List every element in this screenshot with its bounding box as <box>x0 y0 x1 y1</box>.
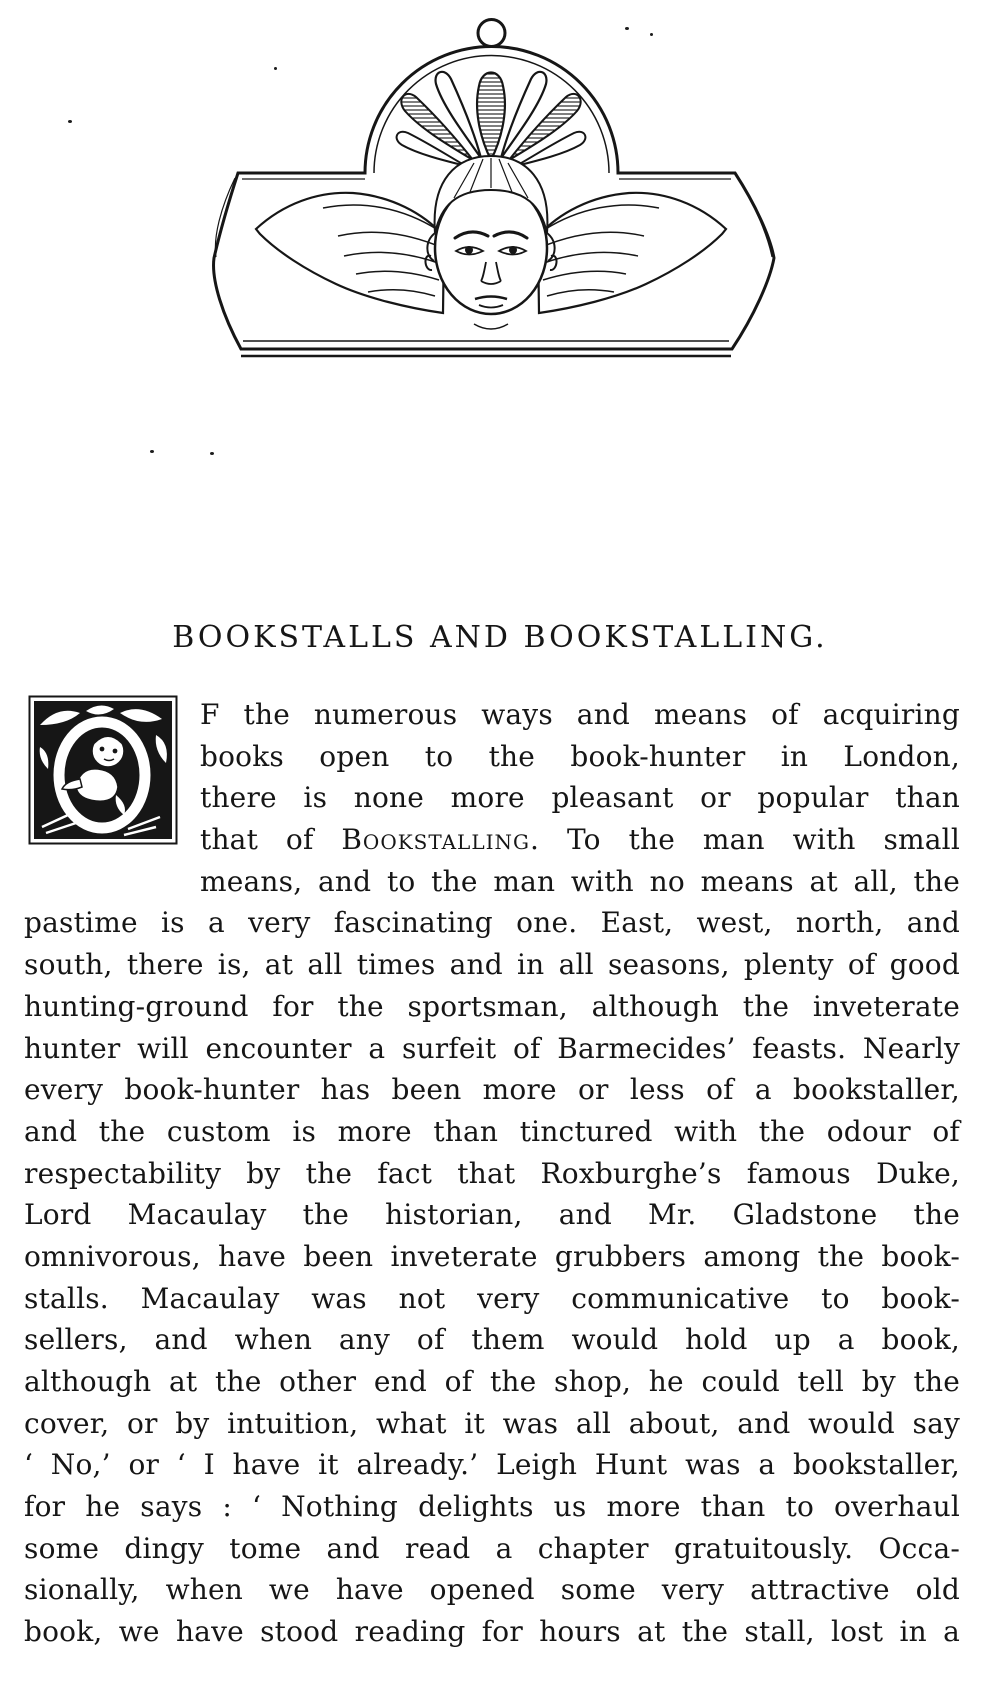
text-line <box>24 1278 960 1320</box>
line-segment: there is none more pleasant or popular than <box>200 781 960 815</box>
line-segment: sellers, and when any of them would hold up a book, <box>24 1323 960 1357</box>
text-line <box>24 902 960 944</box>
line-segment: cover, or by intuition, what it was all about, and would say <box>24 1406 960 1440</box>
line-segment: south, there is, at all times and in all seasons, plenty of good <box>24 948 960 982</box>
line-segment: F the numerous ways and means of acquiring <box>200 698 960 731</box>
line-segment: some dingy tome and read a chapter gratuitously. Occa- <box>24 1531 960 1565</box>
text-line <box>24 1028 960 1070</box>
line-segment: books open to the book-hunter in London, <box>200 739 960 773</box>
text-line <box>200 736 960 778</box>
text-line <box>24 1194 960 1236</box>
scan-speck <box>274 67 277 70</box>
text-line <box>200 694 960 736</box>
text-line <box>24 1403 960 1445</box>
text-line <box>24 1569 960 1611</box>
scan-speck <box>625 27 629 30</box>
line-segment: for he says : ‘ Nothing delights us more than to overhaul <box>24 1490 960 1524</box>
line-segment: sionally, when we have opened some very attractive old <box>24 1573 960 1607</box>
text-line <box>24 1236 960 1278</box>
line-segment: Lord Macaulay the historian, and Mr. Gladstone the <box>24 1198 960 1232</box>
text-line <box>24 1361 960 1403</box>
text-line <box>24 1153 960 1195</box>
scan-speck <box>650 33 653 36</box>
text-line <box>24 944 960 986</box>
paragraph-text <box>24 694 960 1653</box>
text-line <box>24 1069 960 1111</box>
line-segment: book, we have stood reading for hours at the stall, lost in a <box>24 1615 960 1649</box>
text-line <box>200 861 960 903</box>
text-line <box>24 1111 960 1153</box>
scan-speck <box>210 452 214 455</box>
knob-finial <box>478 20 505 47</box>
text-line <box>200 819 960 861</box>
text-line <box>24 1528 960 1570</box>
scan-speck <box>68 120 72 123</box>
text-line <box>24 1319 960 1361</box>
headpiece-winged-cherub-engraving <box>198 8 793 360</box>
line-segment: omnivorous, have been inveterate grubbers among the book- <box>24 1239 960 1273</box>
line-segment: . To the man with small <box>530 823 960 857</box>
scan-speck <box>150 450 154 453</box>
line-segment: ‘ No,’ or ‘ I have it already.’ Leigh Hunt was a bookstaller, <box>24 1448 960 1482</box>
line-segment: means, and to the man with no means at all, the <box>200 864 960 898</box>
text-line <box>24 986 960 1028</box>
text-line <box>24 1444 960 1486</box>
line-segment: although at the other end of the shop, he could tell by the <box>24 1365 960 1398</box>
smallcaps-word: Bookstalling <box>341 823 530 857</box>
line-segment: pastime is a very fascinating one. East, west, north, and <box>24 906 960 940</box>
line-segment: every book-hunter has been more or less of a bookstaller, <box>24 1073 960 1107</box>
line-segment: that of <box>200 823 342 857</box>
chapter-title: BOOKSTALLS AND BOOKSTALLING. <box>172 620 828 655</box>
line-segment: hunter will encounter a surfeit of Barmecides’ feasts. Nearly <box>24 1031 960 1065</box>
line-segment: stalls. Macaulay was not very communicative to book- <box>24 1281 960 1315</box>
line-segment: respectability by the fact that Roxburghe’s famous Duke, <box>24 1156 960 1190</box>
line-segment: and the custom is more than tinctured with the odour of <box>24 1114 960 1148</box>
text-line <box>200 777 960 819</box>
text-line <box>24 1486 960 1528</box>
text-line <box>24 1611 960 1653</box>
line-segment: hunting-ground for the sportsman, although the inveterate <box>24 989 960 1023</box>
